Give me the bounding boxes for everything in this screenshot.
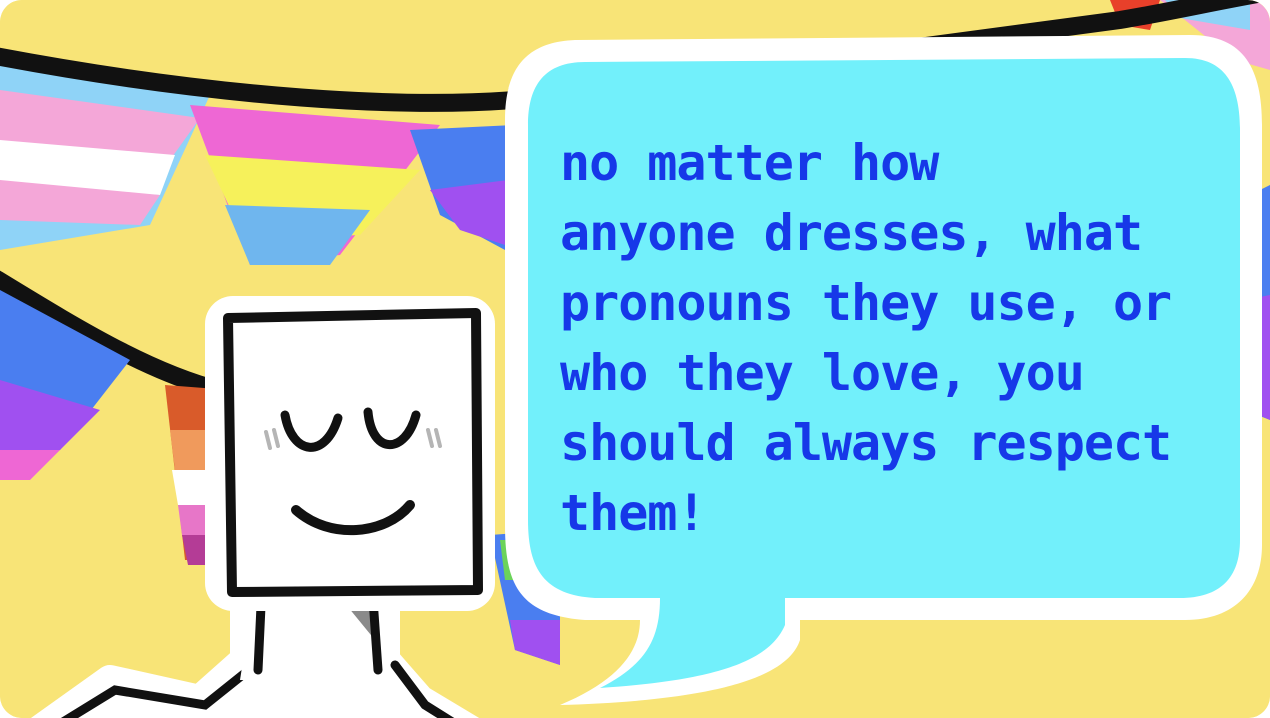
head xyxy=(228,313,478,592)
speech-bubble-text: no matter how anyone dresses, what pronouns they use, or who they love, you should always respect them! xyxy=(560,134,1172,542)
